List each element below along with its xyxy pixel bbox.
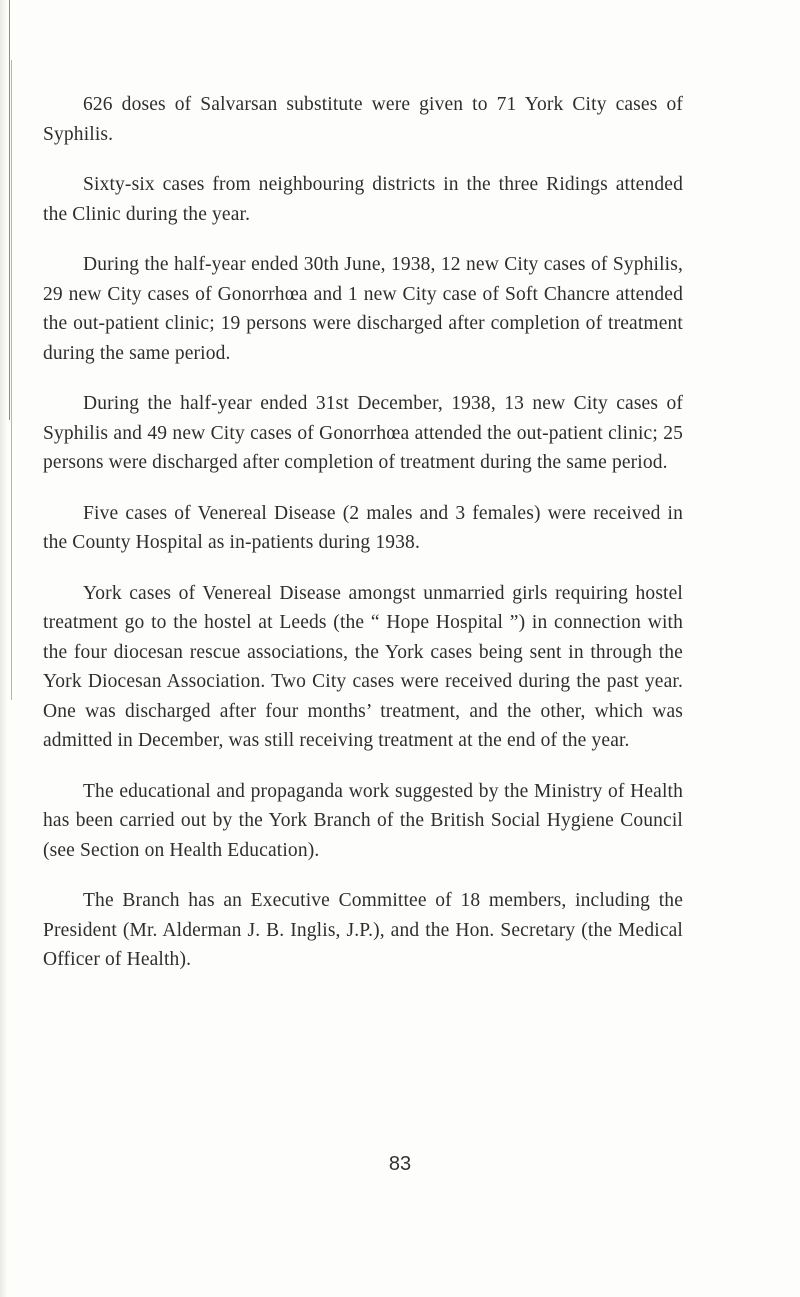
paragraph-county-hospital: Five cases of Venereal Disease (2 males and 3 females) were received in the County Hospital as in-patients during 1938.	[43, 502, 683, 553]
paragraph-propaganda-work: The educational and propaganda work suggested by the Ministry of Health has been carried out by the York Branch of the British Social Hygiene Council (see Section on Health Education).	[43, 780, 683, 861]
paragraph-neighbouring-districts: Sixty-six cases from neighbouring districts in the three Ridings attended the Clinic during the year.	[43, 174, 683, 225]
page-number: 83	[388, 1153, 412, 1175]
paragraph-executive-committee: The Branch has an Executive Committee of 18 members, including the President (Mr. Alderman J. B. Inglis, J.P.), and the Hon. Secretary (the Medical Officer of Health).	[43, 890, 683, 970]
paragraph-half-year-june: During the half-year ended 30th June, 1938, 12 new City cases of Syphilis, 29 new City cases of Gonorrhœa and 1 new City case of Soft Chancre attended the out-patient clinic; 19 persons were discharged after completion of treatment during the same period.	[43, 254, 683, 364]
page-binding-edge	[0, 0, 7, 1297]
binding-rule-line	[9, 0, 10, 420]
paragraph-hostel-treatment: York cases of Venereal Disease amongst unmarried girls requiring hostel treatment go to the hostel at Leeds (the “ Hope Hospital ”) in connection with the four diocesan rescue associations, the York cases being sent in through the York Diocesan Association. Two City cases were received during the past year. One was discharged after four months’ treatment, and the other, which was admitted in December, was still receiving treatment at the end of the year.	[43, 582, 683, 751]
paragraph-salvarsan-doses: 626 doses of Salvarsan substitute were given to 71 York City cases of Syphilis.	[43, 94, 683, 145]
binding-rule-line-faint	[11, 60, 12, 700]
paragraph-half-year-december: During the half-year ended 31st December, 1938, 13 new City cases of Syphilis and 49 new City cases of Gonorrhœa attended the out-patient clinic; 25 persons were discharged after completion of treatment during the same period.	[43, 393, 683, 473]
document-body	[43, 90, 683, 996]
